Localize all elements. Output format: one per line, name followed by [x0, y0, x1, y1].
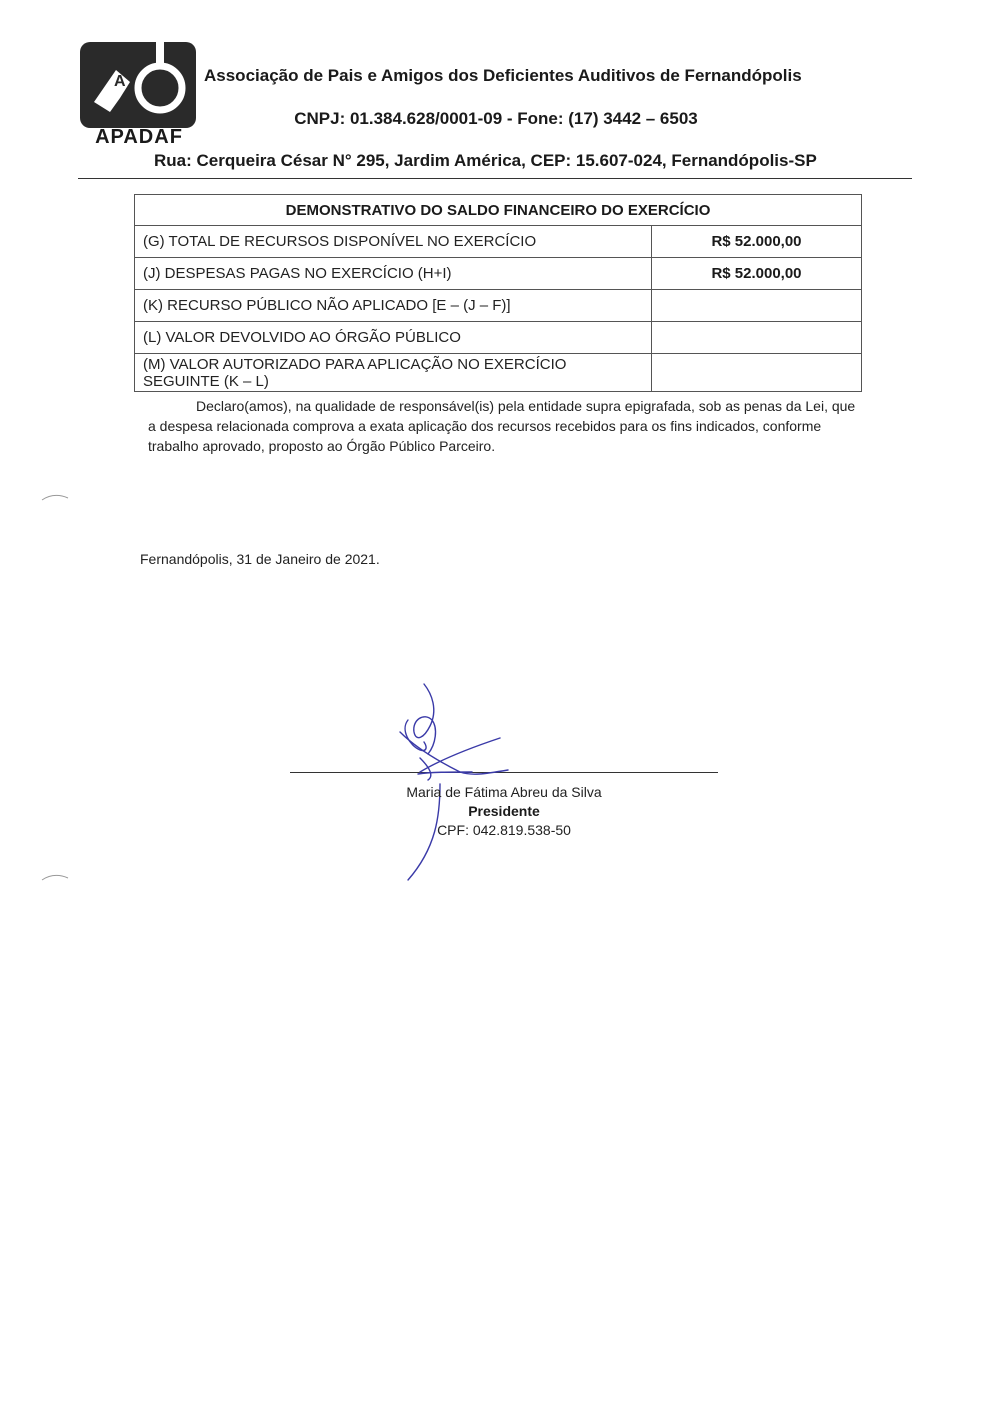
svg-text:A: A [114, 73, 126, 90]
row-label: (K) RECURSO PÚBLICO NÃO APLICADO [E – (J – F)] [135, 290, 652, 322]
row-label: (M) VALOR AUTORIZADO PARA APLICAÇÃO NO EXERCÍCIO SEGUINTE (K – L) [135, 354, 652, 392]
row-value [652, 354, 862, 392]
row-value [652, 322, 862, 354]
logo-text: APADAF [95, 126, 183, 148]
row-value: R$ 52.000,00 [652, 258, 862, 290]
address: Rua: Cerqueira César N° 295, Jardim América, CEP: 15.607-024, Fernandópolis-SP [154, 151, 817, 170]
punch-mark-icon [40, 872, 70, 882]
row-label: (J) DESPESAS PAGAS NO EXERCÍCIO (H+I) [135, 258, 652, 290]
date-line: Fernandópolis, 31 de Janeiro de 2021. [140, 551, 380, 567]
signatory-name: Maria de Fátima Abreu da Silva [406, 784, 602, 800]
row-value [652, 290, 862, 322]
table-row [135, 290, 862, 322]
cnpj-phone: CNPJ: 01.384.628/0001-09 - Fone: (17) 3442 – 6503 [294, 109, 698, 128]
table-row [135, 226, 862, 258]
handwritten-signature [380, 676, 540, 886]
row-value: R$ 52.000,00 [652, 226, 862, 258]
table-title: DEMONSTRATIVO DO SALDO FINANCEIRO DO EXERCÍCIO [135, 195, 862, 226]
signatory-cpf: CPF: 042.819.538-50 [437, 822, 571, 838]
table-row [135, 354, 862, 392]
balance-table [134, 194, 862, 392]
table-header-row [135, 195, 862, 226]
declaration-text: Declaro(amos), na qualidade de responsável(is) pela entidade supra epigrafada, sob as penas da Lei, que a despesa relacionada comprova a exata aplicação dos recursos recebidos para os fins indicados, conforme trabalho aprovado, proposto ao Órgão Público Parceiro. [148, 398, 856, 454]
signatory-role: Presidente [468, 803, 540, 819]
organization-name: Associação de Pais e Amigos dos Deficientes Auditivos de Fernandópolis [204, 66, 802, 85]
punch-mark-icon [40, 492, 70, 502]
table-row [135, 322, 862, 354]
row-label: (L) VALOR DEVOLVIDO AO ÓRGÃO PÚBLICO [135, 322, 652, 354]
row-label: (G) TOTAL DE RECURSOS DISPONÍVEL NO EXERCÍCIO [135, 226, 652, 258]
table-row [135, 258, 862, 290]
header-divider [78, 178, 912, 179]
